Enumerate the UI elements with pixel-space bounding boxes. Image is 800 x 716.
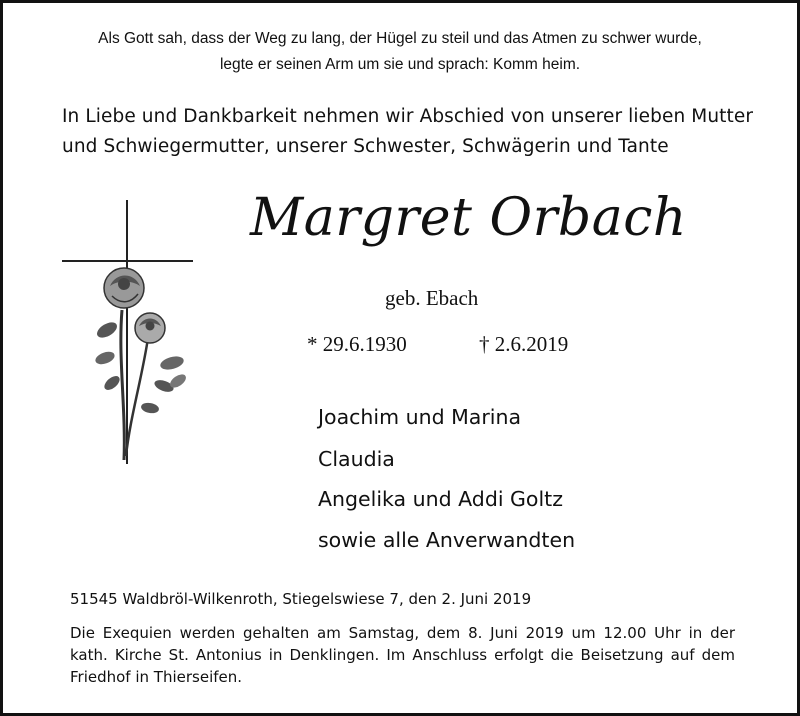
death-date: † 2.6.2019 bbox=[479, 332, 569, 356]
mourner-line: Claudia bbox=[318, 447, 395, 471]
cross-with-roses-icon bbox=[60, 198, 195, 466]
poem-line-1: Als Gott sah, dass der Weg zu lang, der Hügel zu steil und das Atmen zu schwer wurde, bbox=[98, 30, 702, 47]
mourner-line: Angelika und Addi Goltz bbox=[318, 487, 563, 511]
maiden-name: geb. Ebach bbox=[385, 286, 479, 310]
mourner-line: sowie alle Anverwandten bbox=[318, 528, 576, 552]
mourner-line: Joachim und Marina bbox=[318, 405, 522, 429]
funeral-service-info: Die Exequien werden gehalten am Samstag, dem 8. Juni 2019 um 12.00 Uhr in der kath. Kirche St. Antonius in Denklingen. Im Anschluss erfolgt die Beisetzung auf dem Friedhof in Thierseifen. bbox=[70, 624, 735, 686]
intro-line-1: In Liebe und Dankbarkeit nehmen wir Abschied von unserer lieben Mutter bbox=[62, 106, 754, 127]
birth-date: * 29.6.1930 bbox=[307, 332, 407, 356]
place-and-date: 51545 Waldbröl-Wilkenroth, Stiegelswiese 7, den 2. Juni 2019 bbox=[70, 590, 532, 608]
deceased-name: Margret Orbach bbox=[250, 188, 687, 248]
intro-line-2: und Schwiegermutter, unserer Schwester, Schwägerin und Tante bbox=[62, 136, 669, 157]
poem-line-2: legte er seinen Arm um sie und sprach: Komm heim. bbox=[219, 56, 581, 73]
